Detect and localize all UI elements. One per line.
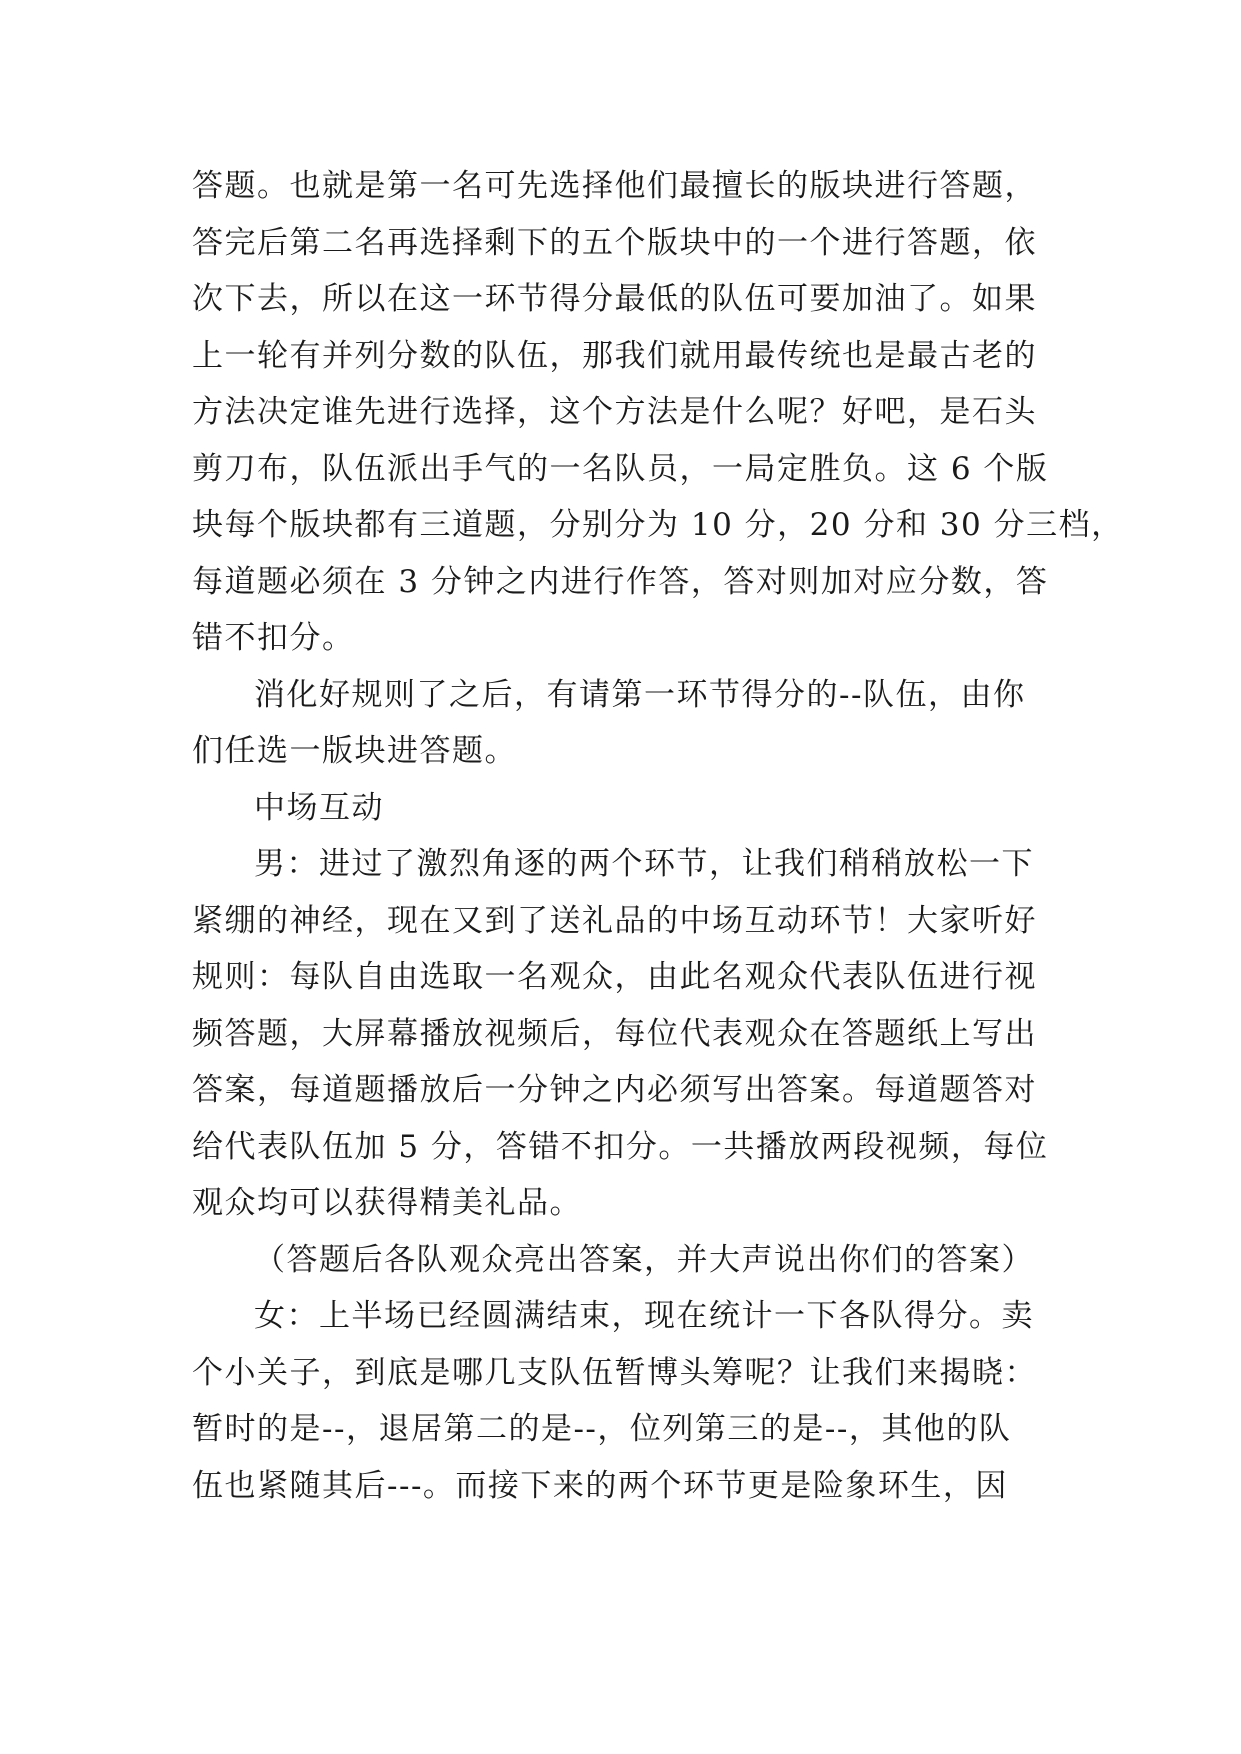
text-line: 答案，每道题播放后一分钟之内必须写出答案。每道题答对 bbox=[192, 1072, 1037, 1108]
text-line: 剪刀布，队伍派出手气的一名队员，一局定胜负。这 6 个版 bbox=[192, 450, 1049, 487]
text-line: 个小关子，到底是哪几支队伍暂博头筹呢？让我们来揭晓： bbox=[192, 1354, 1037, 1391]
section-heading: 中场互动 bbox=[254, 789, 384, 826]
text-line: 次下去，所以在这一环节得分最低的队伍可要加油了。如果 bbox=[192, 281, 1037, 317]
text-line: 紧绷的神经，现在又到了送礼品的中场互动环节！大家听好 bbox=[192, 902, 1037, 939]
text-line: 观众均可以获得精美礼品。 bbox=[192, 1185, 582, 1221]
text-line: 频答题，大屏幕播放视频后，每位代表观众在答题纸上写出 bbox=[192, 1015, 1037, 1052]
text-line: 每道题必须在 3 分钟之内进行作答，答对则加对应分数，答 bbox=[192, 563, 1049, 600]
text-line: 们任选一版块进答题。 bbox=[192, 733, 517, 769]
text-line: 伍也紧随其后---。而接下来的两个环节更是险象环生，因 bbox=[192, 1467, 1008, 1504]
paragraph-start-line: 消化好规则了之后，有请第一环节得分的--队伍，由你 bbox=[254, 676, 1026, 713]
stage-direction-line: （答题后各队观众亮出答案，并大声说出你们的答案） bbox=[254, 1241, 1034, 1278]
text-line: 错不扣分。 bbox=[192, 620, 355, 656]
document-page bbox=[192, 158, 1124, 1514]
text-line: 答完后第二名再选择剩下的五个版块中的一个进行答题，依 bbox=[192, 224, 1037, 261]
text-line: 块每个版块都有三道题，分别分为 10 分，20 分和 30 分三档， bbox=[192, 507, 1124, 543]
text-line: 上一轮有并列分数的队伍，那我们就用最传统也是最古老的 bbox=[192, 337, 1037, 374]
text-line: 方法决定谁先进行选择，这个方法是什么呢？好吧，是石头 bbox=[192, 394, 1037, 430]
text-line: 答题。也就是第一名可先选择他们最擅长的版块进行答题， bbox=[192, 168, 1037, 204]
text-line: 规则：每队自由选取一名观众，由此名观众代表队伍进行视 bbox=[192, 959, 1037, 995]
paragraph-start-line: 女：上半场已经圆满结束，现在统计一下各队得分。卖 bbox=[254, 1298, 1034, 1334]
text-line: 暂时的是--，退居第二的是--，位列第三的是--，其他的队 bbox=[192, 1411, 1012, 1447]
text-line: 给代表队伍加 5 分，答错不扣分。一共播放两段视频，每位 bbox=[192, 1128, 1049, 1165]
paragraph-start-line: 男：进过了激烈角逐的两个环节，让我们稍稍放松一下 bbox=[254, 846, 1034, 882]
